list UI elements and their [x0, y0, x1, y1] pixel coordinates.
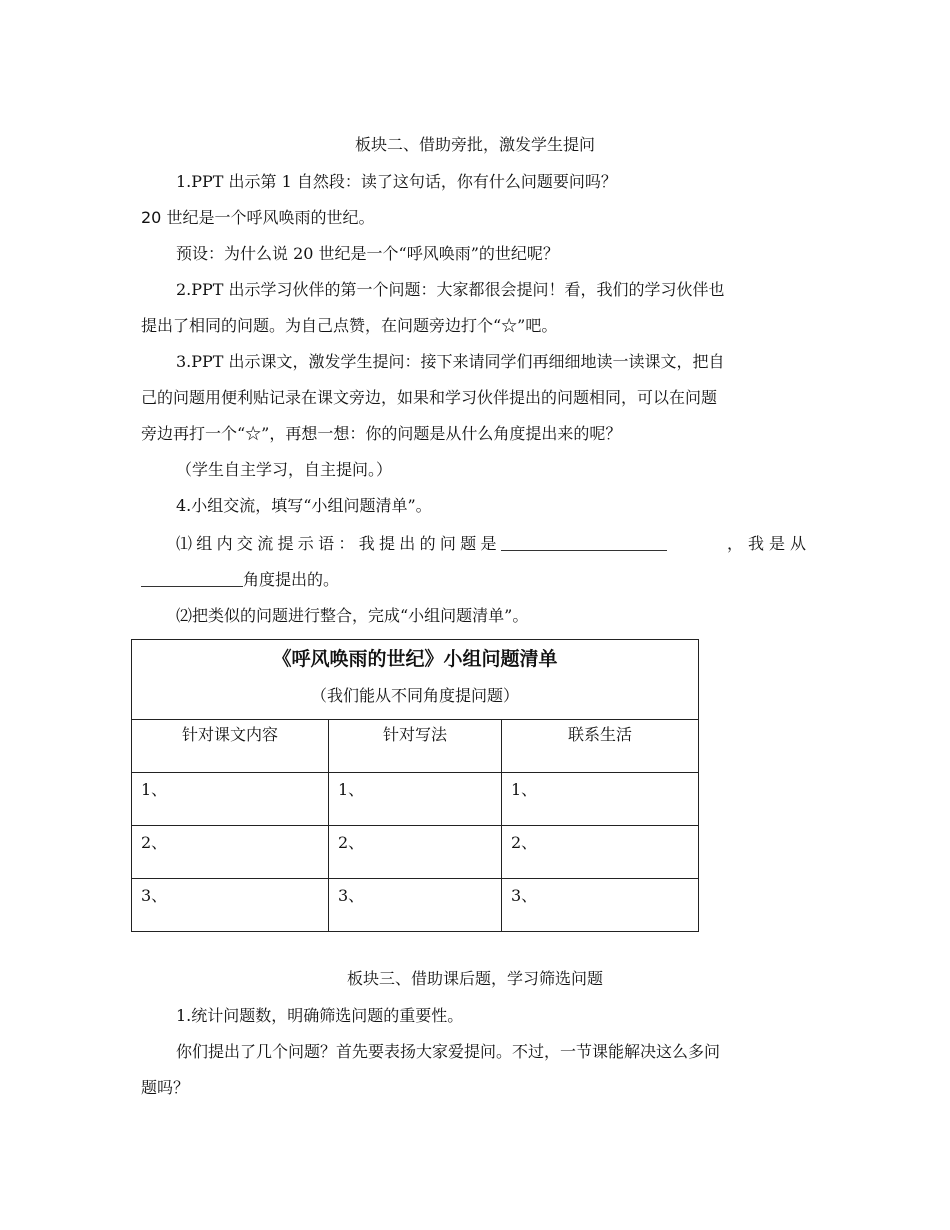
header-writing: 针对写法 — [382, 725, 447, 744]
paragraph-2-line1: 2.PPT 出示学习伙伴的第一个问题：大家都很会提问！看，我们的学习伙伴也 — [176, 280, 725, 299]
table-cell[interactable] — [502, 773, 699, 826]
table-header-cell — [329, 720, 502, 773]
cell-label: 2、 — [338, 833, 365, 852]
cell-label: 1、 — [511, 780, 538, 799]
cell-label: 1、 — [338, 780, 365, 799]
table-cell[interactable] — [502, 826, 699, 879]
table-cell[interactable] — [329, 773, 502, 826]
question-blank — [501, 534, 667, 551]
preset-question: 预设：为什么说 20 世纪是一个“呼风唤雨”的世纪呢？ — [176, 244, 559, 263]
cell-label: 2、 — [511, 833, 538, 852]
prompt-text-end: 角度提出的。 — [243, 570, 340, 589]
section2-heading: 板块二、借助旁批，激发学生提问 — [354, 135, 595, 154]
section3-heading: 板块三、借助课后题，学习筛选问题 — [346, 969, 603, 988]
paragraph-4: 4.小组交流，填写“小组问题清单”。 — [176, 496, 432, 515]
table-row — [132, 773, 699, 826]
paragraph-1: 1.PPT 出示第 1 自然段：读了这句话，你有什么问题要问吗？ — [176, 172, 617, 191]
table-title-cell — [132, 640, 699, 720]
table-row — [132, 879, 699, 932]
paragraph-3-line3: 旁边再打一个“☆”，再想一想：你的问题是从什么角度提出来的呢？ — [141, 424, 622, 443]
table-cell[interactable] — [132, 826, 329, 879]
cell-label: 3、 — [141, 886, 168, 905]
self-study-note: （学生自主学习，自主提问。） — [176, 460, 393, 479]
quote-sentence: 20 世纪是一个呼风唤雨的世纪。 — [141, 208, 375, 227]
section3-paragraph-2-line2: 题吗？ — [141, 1078, 190, 1097]
angle-blank — [141, 570, 243, 587]
question-list-table — [131, 639, 699, 932]
header-content: 针对课文内容 — [181, 725, 278, 744]
section3-paragraph-1: 1.统计问题数，明确筛选问题的重要性。 — [176, 1006, 464, 1025]
table-cell[interactable] — [502, 879, 699, 932]
table-row — [132, 826, 699, 879]
table-subtitle: （我们能从不同角度提问题） — [311, 686, 520, 705]
table-header-cell — [132, 720, 329, 773]
cell-label: 3、 — [511, 886, 538, 905]
table-cell[interactable] — [132, 879, 329, 932]
cell-label: 3、 — [338, 886, 365, 905]
paragraph-3-line1: 3.PPT 出示课文，激发学生提问：接下来请同学们再细细地读一读课文，把自 — [176, 352, 725, 371]
prompt-text: ⑴组内交流提示语：我提出的问题是 — [176, 534, 501, 553]
paragraph-2-line2: 提出了相同的问题。为自己点赞，在问题旁边打个“☆”吧。 — [141, 316, 558, 335]
header-life: 联系生活 — [568, 725, 633, 744]
cell-label: 2、 — [141, 833, 168, 852]
table-cell[interactable] — [329, 879, 502, 932]
prompt-line — [176, 533, 811, 555]
cell-label: 1、 — [141, 780, 168, 799]
prompt-line-2 — [141, 569, 339, 591]
paragraph-3-line2: 己的问题用便利贴记录在课文旁边，如果和学习伙伴提出的问题相同，可以在问题 — [141, 388, 718, 407]
table-title: 《呼风唤雨的世纪》小组问题清单 — [272, 648, 558, 670]
table-cell[interactable] — [329, 826, 502, 879]
section3-paragraph-2-line1: 你们提出了几个问题？首先要表扬大家爱提问。不过，一节课能解决这么多问 — [176, 1042, 721, 1061]
prompt-text-mid: ，我是从 — [726, 534, 811, 553]
table-cell[interactable] — [132, 773, 329, 826]
table-header-cell — [502, 720, 699, 773]
paragraph-4-2: ⑵把类似的问题进行整合，完成“小组问题清单”。 — [176, 606, 529, 625]
